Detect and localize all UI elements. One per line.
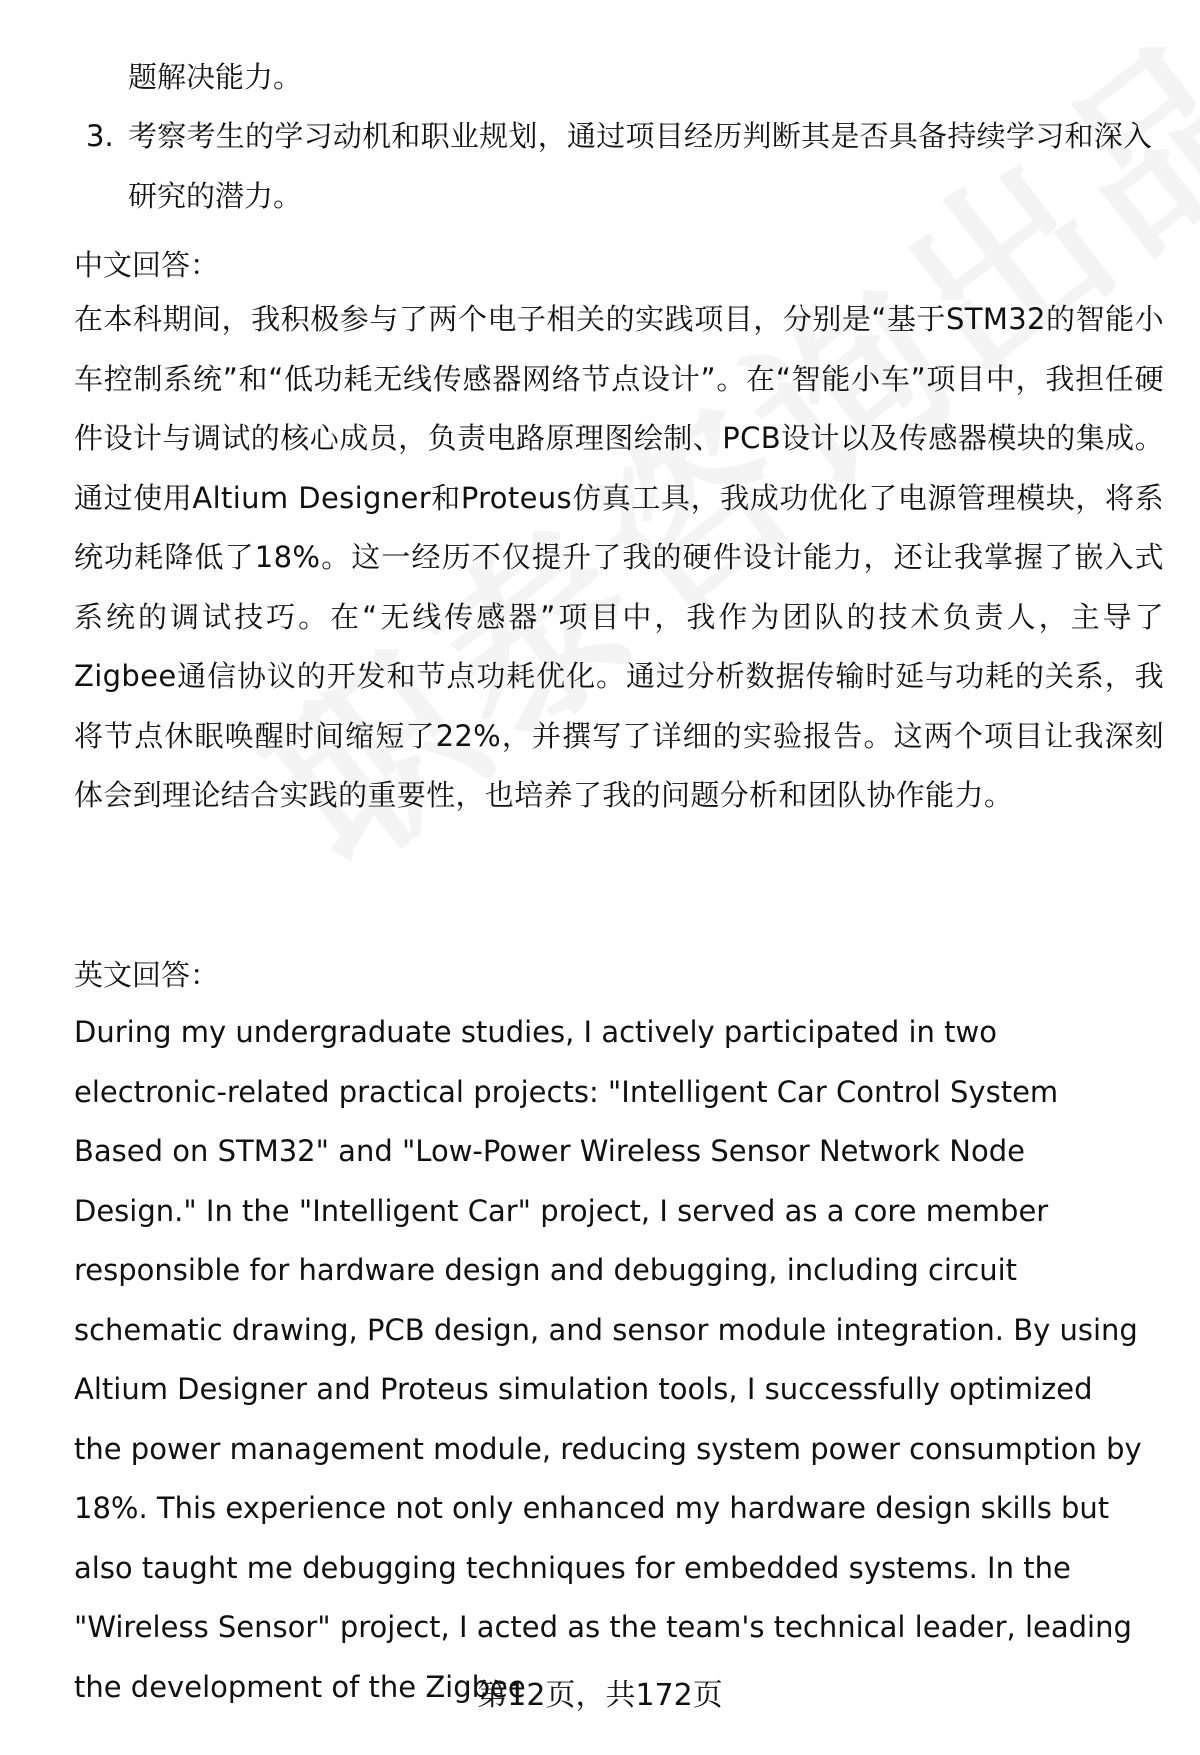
list-item-number: 3. <box>86 119 114 153</box>
list-item-text: 考察考生的学习动机和职业规划，通过项目经历判断其是否具备持续学习和深入研究的潜力。 <box>128 119 1152 213</box>
chinese-answer-body: 在本科期间，我积极参与了两个电子相关的实践项目，分别是“基于STM32的智能小车控制系统”和“低功耗无线传感器网络节点设计”。在“智能小车”项目中，我担任硬件设计与调试的核心成员，负责电路原理图绘制、PCB设计以及传感器模块的集成。通过使用Altium Designer和Proteus仿真工具，我成功优化了电源管理模块，将系统功耗降低了18%。这一经历不仅提升了我的硬件设计能力，还让我掌握了嵌入式系统的调试技巧。在“无线传感器”项目中，我作为团队的技术负责人，主导了Zigbee通信协议的开发和节点功耗优化。通过分析数据传输时延与功耗的关系，我将节点休眠唤醒时间缩短了22%，并撰写了详细的实验报告。这两个项目让我深刻体会到理论结合实践的重要性，也培养了我的问题分析和团队协作能力。 <box>74 302 1164 812</box>
english-answer-heading: 英文回答： <box>74 958 220 992</box>
continuation-text: 题解决能力。 <box>128 60 303 94</box>
english-answer-body: During my undergraduate studies, I actively participated in two electronic-related practical projects: "Intelligent Car Control System Based on STM32" and "Low-Power Wireless Sensor Network Node Design." In the "Intelligent Car" project, I served as a core member responsible for hardware design and debugging, including circuit schematic drawing, PCB design, and sensor module integration. By using Altium Designer and Proteus simulation tools, I successfully optimized the power management module, reducing system power consumption by 18%. This experience not only enhanced my hardware design skills but also taught me debugging techniques for embedded systems. In the "Wireless Sensor" project, I acted as the team's technical leader, leading the development of the Zigbee <box>74 1015 1142 1704</box>
page-footer: 第12页，共172页 <box>477 1678 723 1713</box>
list-item <box>86 107 1152 226</box>
chinese-answer-heading: 中文回答： <box>74 248 220 282</box>
